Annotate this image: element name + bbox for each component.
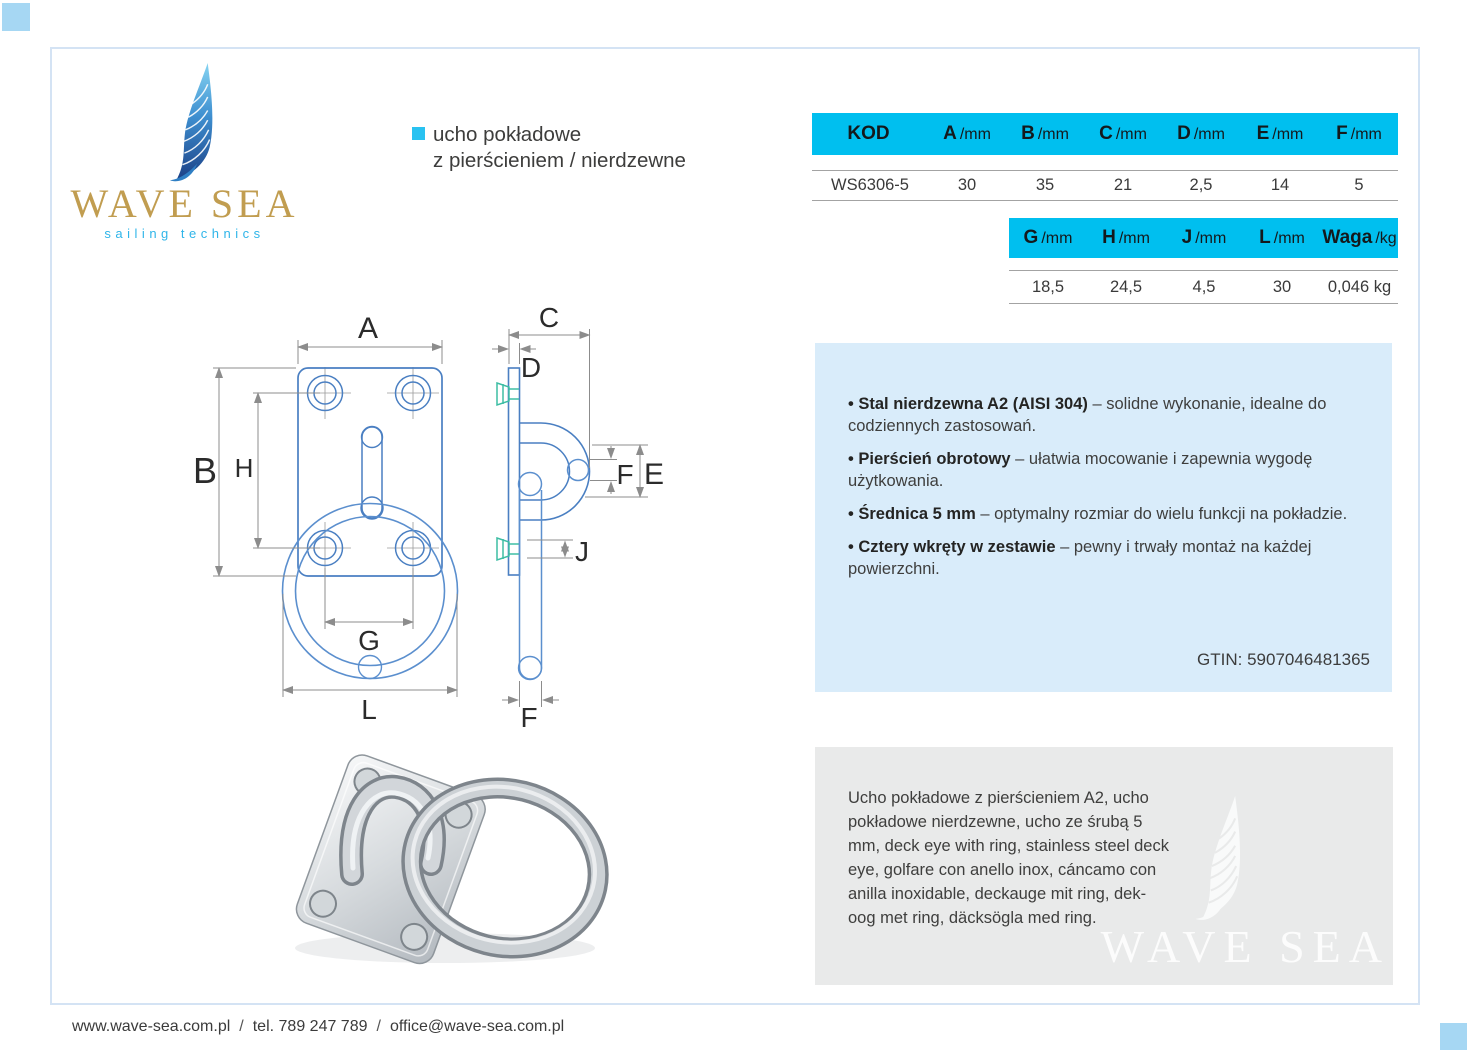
feature-item: [848, 448, 1353, 492]
description-panel: [815, 747, 1393, 985]
product-photo: [270, 745, 615, 975]
table1-header-c: C /mm: [1099, 123, 1147, 144]
table1-value-kod: WS6306-5: [831, 176, 909, 194]
dim-label-b: B: [192, 450, 218, 491]
side-view-dimensions: [492, 329, 648, 707]
feature-rest: – ułatwia mocowanie i zapewnia wygodę użytkowania.: [848, 450, 1313, 490]
table2-header-h: H /mm: [1102, 227, 1150, 248]
logo-sail-icon: [168, 62, 228, 188]
logo-wordmark: WAVE SEA: [70, 181, 299, 226]
feature-lead: • Stal nierdzewna A2 (AISI 304): [848, 395, 1088, 413]
spec-table-2-header: [1009, 218, 1398, 258]
dim-label-h: H: [234, 453, 254, 483]
dim-label-f-side: F: [616, 459, 634, 490]
gtin-code: GTIN: 5907046481365: [1197, 650, 1370, 669]
footer-separator: /: [239, 1018, 244, 1035]
dim-label-a: A: [357, 312, 379, 345]
corner-square-bottom-right: [1440, 1023, 1467, 1050]
feature-lead: • Cztery wkręty w zestawie: [848, 538, 1056, 556]
table2-header-waga: Waga /kg: [1322, 227, 1397, 248]
feature-lead: • Średnica 5 mm: [848, 505, 976, 523]
table1-value-d: 2,5: [1189, 176, 1213, 194]
dim-label-c: C: [538, 302, 560, 333]
page-title-line2: z pierścieniem / nierdzewne: [433, 149, 686, 172]
dim-label-f-bottom: F: [520, 702, 538, 733]
dim-label-d: D: [520, 352, 542, 383]
watermark-sail-icon: [1192, 795, 1258, 927]
table2-value-l: 30: [1272, 277, 1292, 296]
dim-label-j: J: [575, 536, 589, 567]
footer-email: office@wave-sea.com.pl: [389, 1018, 565, 1035]
table1-value-e: 14: [1270, 176, 1290, 194]
table1-header-kod: KOD: [847, 123, 890, 144]
table1-header-a: A /mm: [943, 123, 991, 144]
feature-item: [848, 503, 1353, 525]
table2-value-j: 4,5: [1192, 277, 1216, 296]
side-view: [497, 368, 590, 680]
table2-header-l: L /mm: [1259, 227, 1305, 248]
logo-tagline: sailing technics: [104, 226, 265, 241]
table1-header-e: E /mm: [1256, 123, 1304, 144]
feature-rest: – solidne wykonanie, idealne do codziennych zastosowań.: [848, 395, 1327, 435]
feature-lead: • Pierścień obrotowy: [848, 450, 1011, 468]
table1-value-a: 30: [957, 176, 977, 194]
feature-list: [848, 393, 1353, 591]
feature-item: [848, 393, 1353, 437]
feature-rest: – optymalny rozmiar do wielu funkcji na pokładzie.: [975, 505, 1348, 523]
dim-label-g: G: [358, 625, 380, 656]
table1-value-f: 5: [1354, 176, 1364, 194]
dim-label-l: L: [361, 694, 377, 725]
watermark-wordmark: WAVE SEA: [1100, 921, 1390, 972]
footer-website: www.wave-sea.com.pl: [72, 1018, 231, 1035]
spec-table-1-header: [812, 113, 1398, 155]
feature-item: [848, 536, 1353, 580]
footer-separator: /: [376, 1018, 381, 1035]
spec-table-1-row: [812, 170, 1398, 201]
corner-square-top-left: [2, 3, 30, 31]
title-bullet-square: [412, 127, 425, 140]
spec-table-2-row: [1009, 270, 1398, 304]
table1-value-c: 21: [1113, 176, 1133, 194]
table2-value-waga: 0,046 kg: [1327, 277, 1392, 296]
table2-value-h: 24,5: [1109, 277, 1143, 296]
technical-drawing: [185, 298, 680, 743]
table2-value-g: 18,5: [1031, 277, 1065, 296]
table1-header-d: D /mm: [1177, 123, 1225, 144]
dim-label-e: E: [643, 458, 665, 491]
table1-value-b: 35: [1035, 176, 1055, 194]
page-title-line1: ucho pokładowe: [433, 123, 582, 146]
features-panel: [815, 343, 1392, 692]
table2-header-g: G /mm: [1023, 227, 1073, 248]
feature-rest: – pewny i trwały montaż na każdej powierzchni.: [848, 538, 1312, 578]
footer-phone: tel. 789 247 789: [252, 1018, 368, 1035]
table1-header-b: B /mm: [1021, 123, 1069, 144]
table1-header-f: F /mm: [1336, 123, 1382, 144]
footer-contact: [72, 1018, 564, 1036]
table2-header-j: J /mm: [1181, 227, 1227, 248]
page-title: [433, 122, 686, 174]
multilingual-description: Ucho pokładowe z pierścieniem A2, ucho pokładowe nierdzewne, ucho ze śrubą 5 mm, deck eye with ring, stainless steel deck eye, golfare con anello inox, cáncamo con anilla inoxidable, deckauge mit ring, dek-oog met ring, däcksögla med ring.: [848, 789, 1169, 927]
